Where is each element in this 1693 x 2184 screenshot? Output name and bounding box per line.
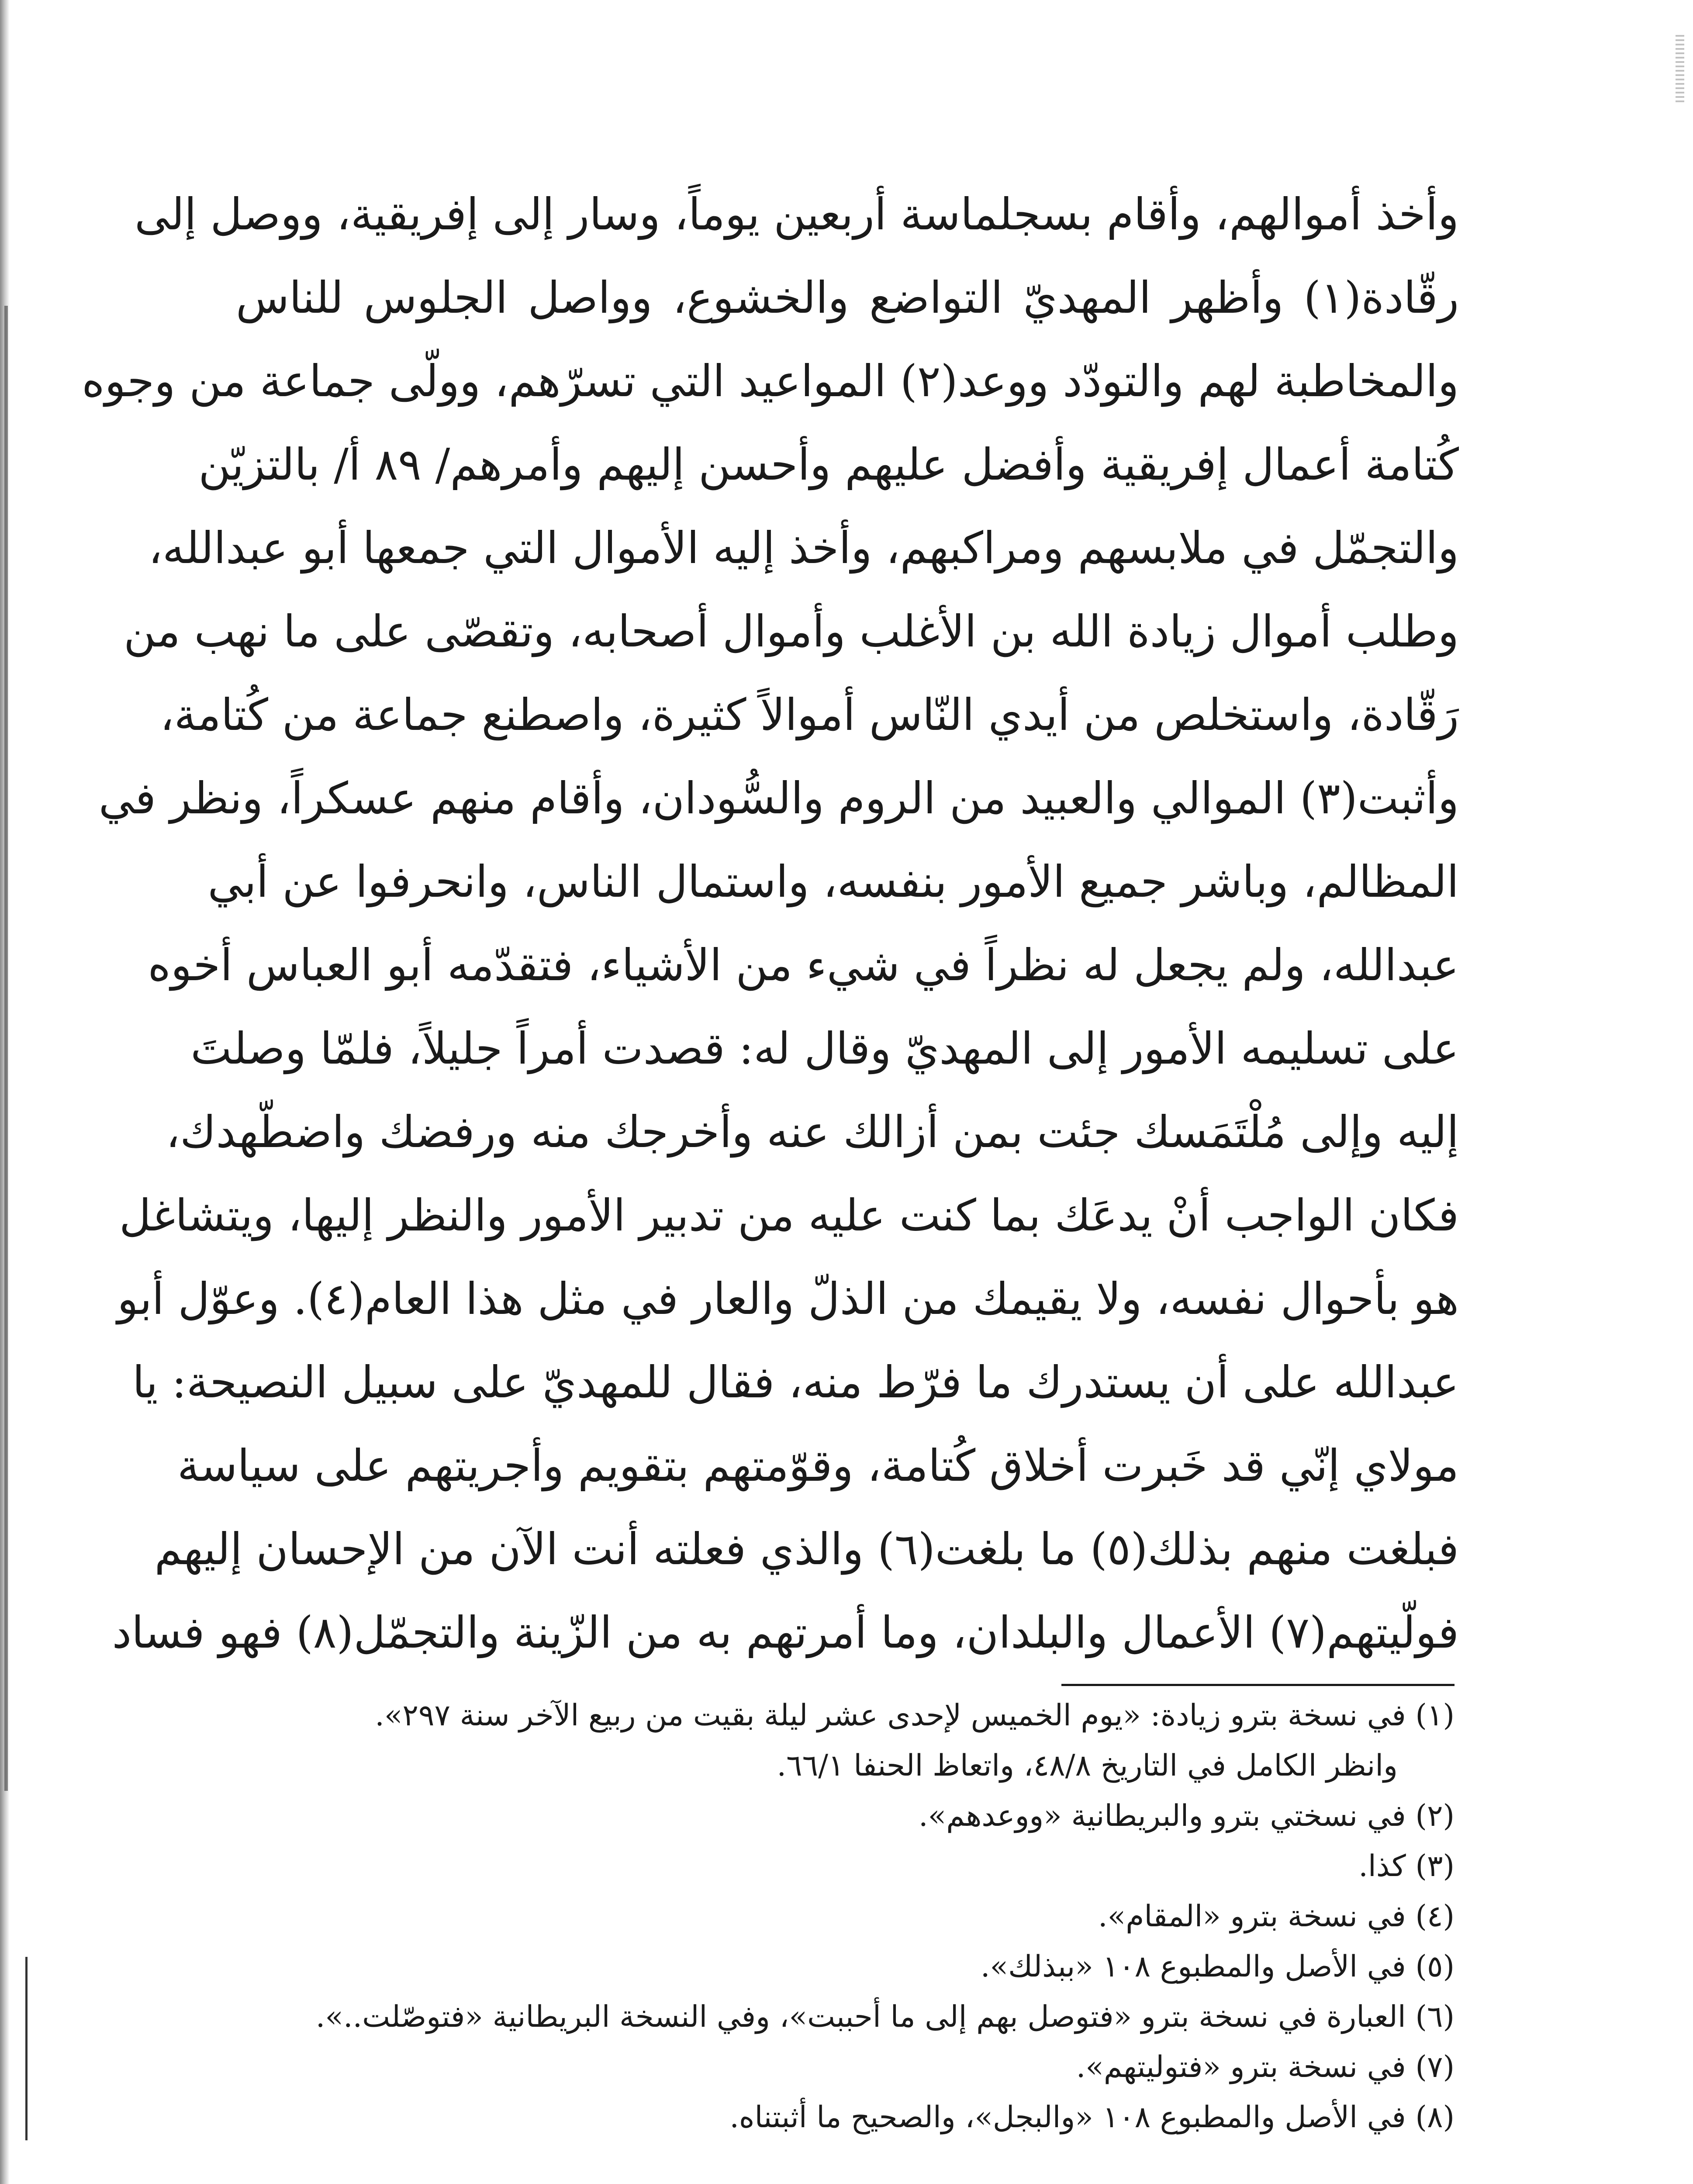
text-line: فكان الواجب أنْ يدعَك بما كنت عليه من تدبير الأمور والنظر إليها، ويتشاغل (119, 1190, 1459, 1241)
footnote: (٧) في نسخة بترو «فتوليتهم». (1076, 2050, 1455, 2084)
footnote: (٣) كذا. (1358, 1849, 1455, 1883)
text-line: على تسليمه الأمور إلى المهديّ وقال له: قصدت أمراً جليلاً، فلمّا وصلتَ (190, 1023, 1459, 1074)
text-line: هو بأحوال نفسه، ولا يقيمك من الذلّ والعار في مثل هذا العام(٤). وعوّل أبو (117, 1273, 1459, 1324)
text-line: إليه وإلى مُلْتَمَسك جئت بمن أزالك عنه وأخرجك منه ورفضك واضطّهدك، (166, 1106, 1459, 1158)
footnote: (٦) العبارة في نسخة بترو «فتوصل بهم إلى ما أحببت»، وفي النسخة البريطانية «فتوصّلت..». (315, 2000, 1455, 2034)
footnote: (٢) في نسختي بترو والبريطانية «ووعدهم». (918, 1799, 1455, 1833)
binding-edge-line (4, 306, 8, 1791)
text-line: المظالم، وباشر جميع الأمور بنفسه، واستمال الناس، وانحرفوا عن أبي (207, 856, 1459, 907)
text-line: فبلغت منهم بذلك(٥) ما بلغت(٦) والذي فعلته أنت الآن من الإحسان إليهم (154, 1524, 1459, 1575)
footnote: (٤) في نسخة بترو «المقام». (1098, 1899, 1455, 1934)
text-line: رَقّادة، واستخلص من أيدي النّاس أموالاً كثيرة، واصطنع جماعة من كُتامة، (160, 689, 1459, 740)
text-line: والتجمّل في ملابسهم ومراكبهم، وأخذ إليه الأموال التي جمعها أبو عبدالله، (148, 522, 1459, 574)
text-line: عبدالله، ولم يجعل له نظراً في شيء من الأشياء، فتقدّمه أبو العباس أخوه (148, 940, 1459, 991)
footnotes-section (227, 1690, 1455, 2143)
text-line: فولّيتهم(٧) الأعمال والبلدان، وما أمرتهم به من الزّينة والتجمّل(٨) فهو فساد (112, 1607, 1459, 1658)
text-line: رقّادة(١) وأظهر المهديّ التواضع والخشوع، وواصل الجلوس للناس (236, 272, 1459, 323)
text-line: عبدالله على أن يستدرك ما فرّط منه، فقال للمهديّ على سبيل النصيحة: يا (132, 1357, 1459, 1408)
text-line: وأخذ أموالهم، وأقام بسجلماسة أربعين يوماً، وسار إلى إفريقية، ووصل إلى (135, 189, 1459, 240)
text-line: كُتامة أعمال إفريقية وأفضل عليهم وأحسن إليهم وأمرهم/ ٨٩ أ/ بالتزيّن (198, 439, 1459, 490)
text-line: مولاي إنّي قد خَبرت أخلاق كُتامة، وقوّمتهم بتقويم وأجريتهم على سياسة (177, 1440, 1459, 1491)
footnote: (١) في نسخة بترو زيادة: «يوم الخميس لإحدى عشر ليلة بقيت من ربيع الآخر سنة ٢٩٧». (375, 1698, 1455, 1733)
footnote: (٥) في الأصل والمطبوع ١٠٨ «ببذلك». (980, 1949, 1455, 1984)
scan-edge-artifact (1676, 35, 1684, 105)
main-text-body (82, 173, 1459, 1674)
footnote-continuation: وانظر الكامل في التاريخ ٤٨/٨، واتعاظ الحنفا ٦٦/١. (777, 1749, 1398, 1783)
text-line: وأثبت(٣) الموالي والعبيد من الروم والسُّودان، وأقام منهم عسكراً، ونظر في (98, 773, 1459, 824)
footnote-separator (1061, 1684, 1455, 1686)
margin-mark (25, 1957, 28, 2140)
footnote: (٨) في الأصل والمطبوع ١٠٨ «والبجل»، والصحيح ما أثبتناه. (729, 2100, 1455, 2135)
text-line: وطلب أموال زيادة الله بن الأغلب وأموال أصحابه، وتقصّى على ما نهب من (124, 606, 1459, 657)
text-line: والمخاطبة لهم والتودّد ووعد(٢) المواعيد التي تسرّهم، وولّى جماعة من وجوه (82, 356, 1459, 407)
